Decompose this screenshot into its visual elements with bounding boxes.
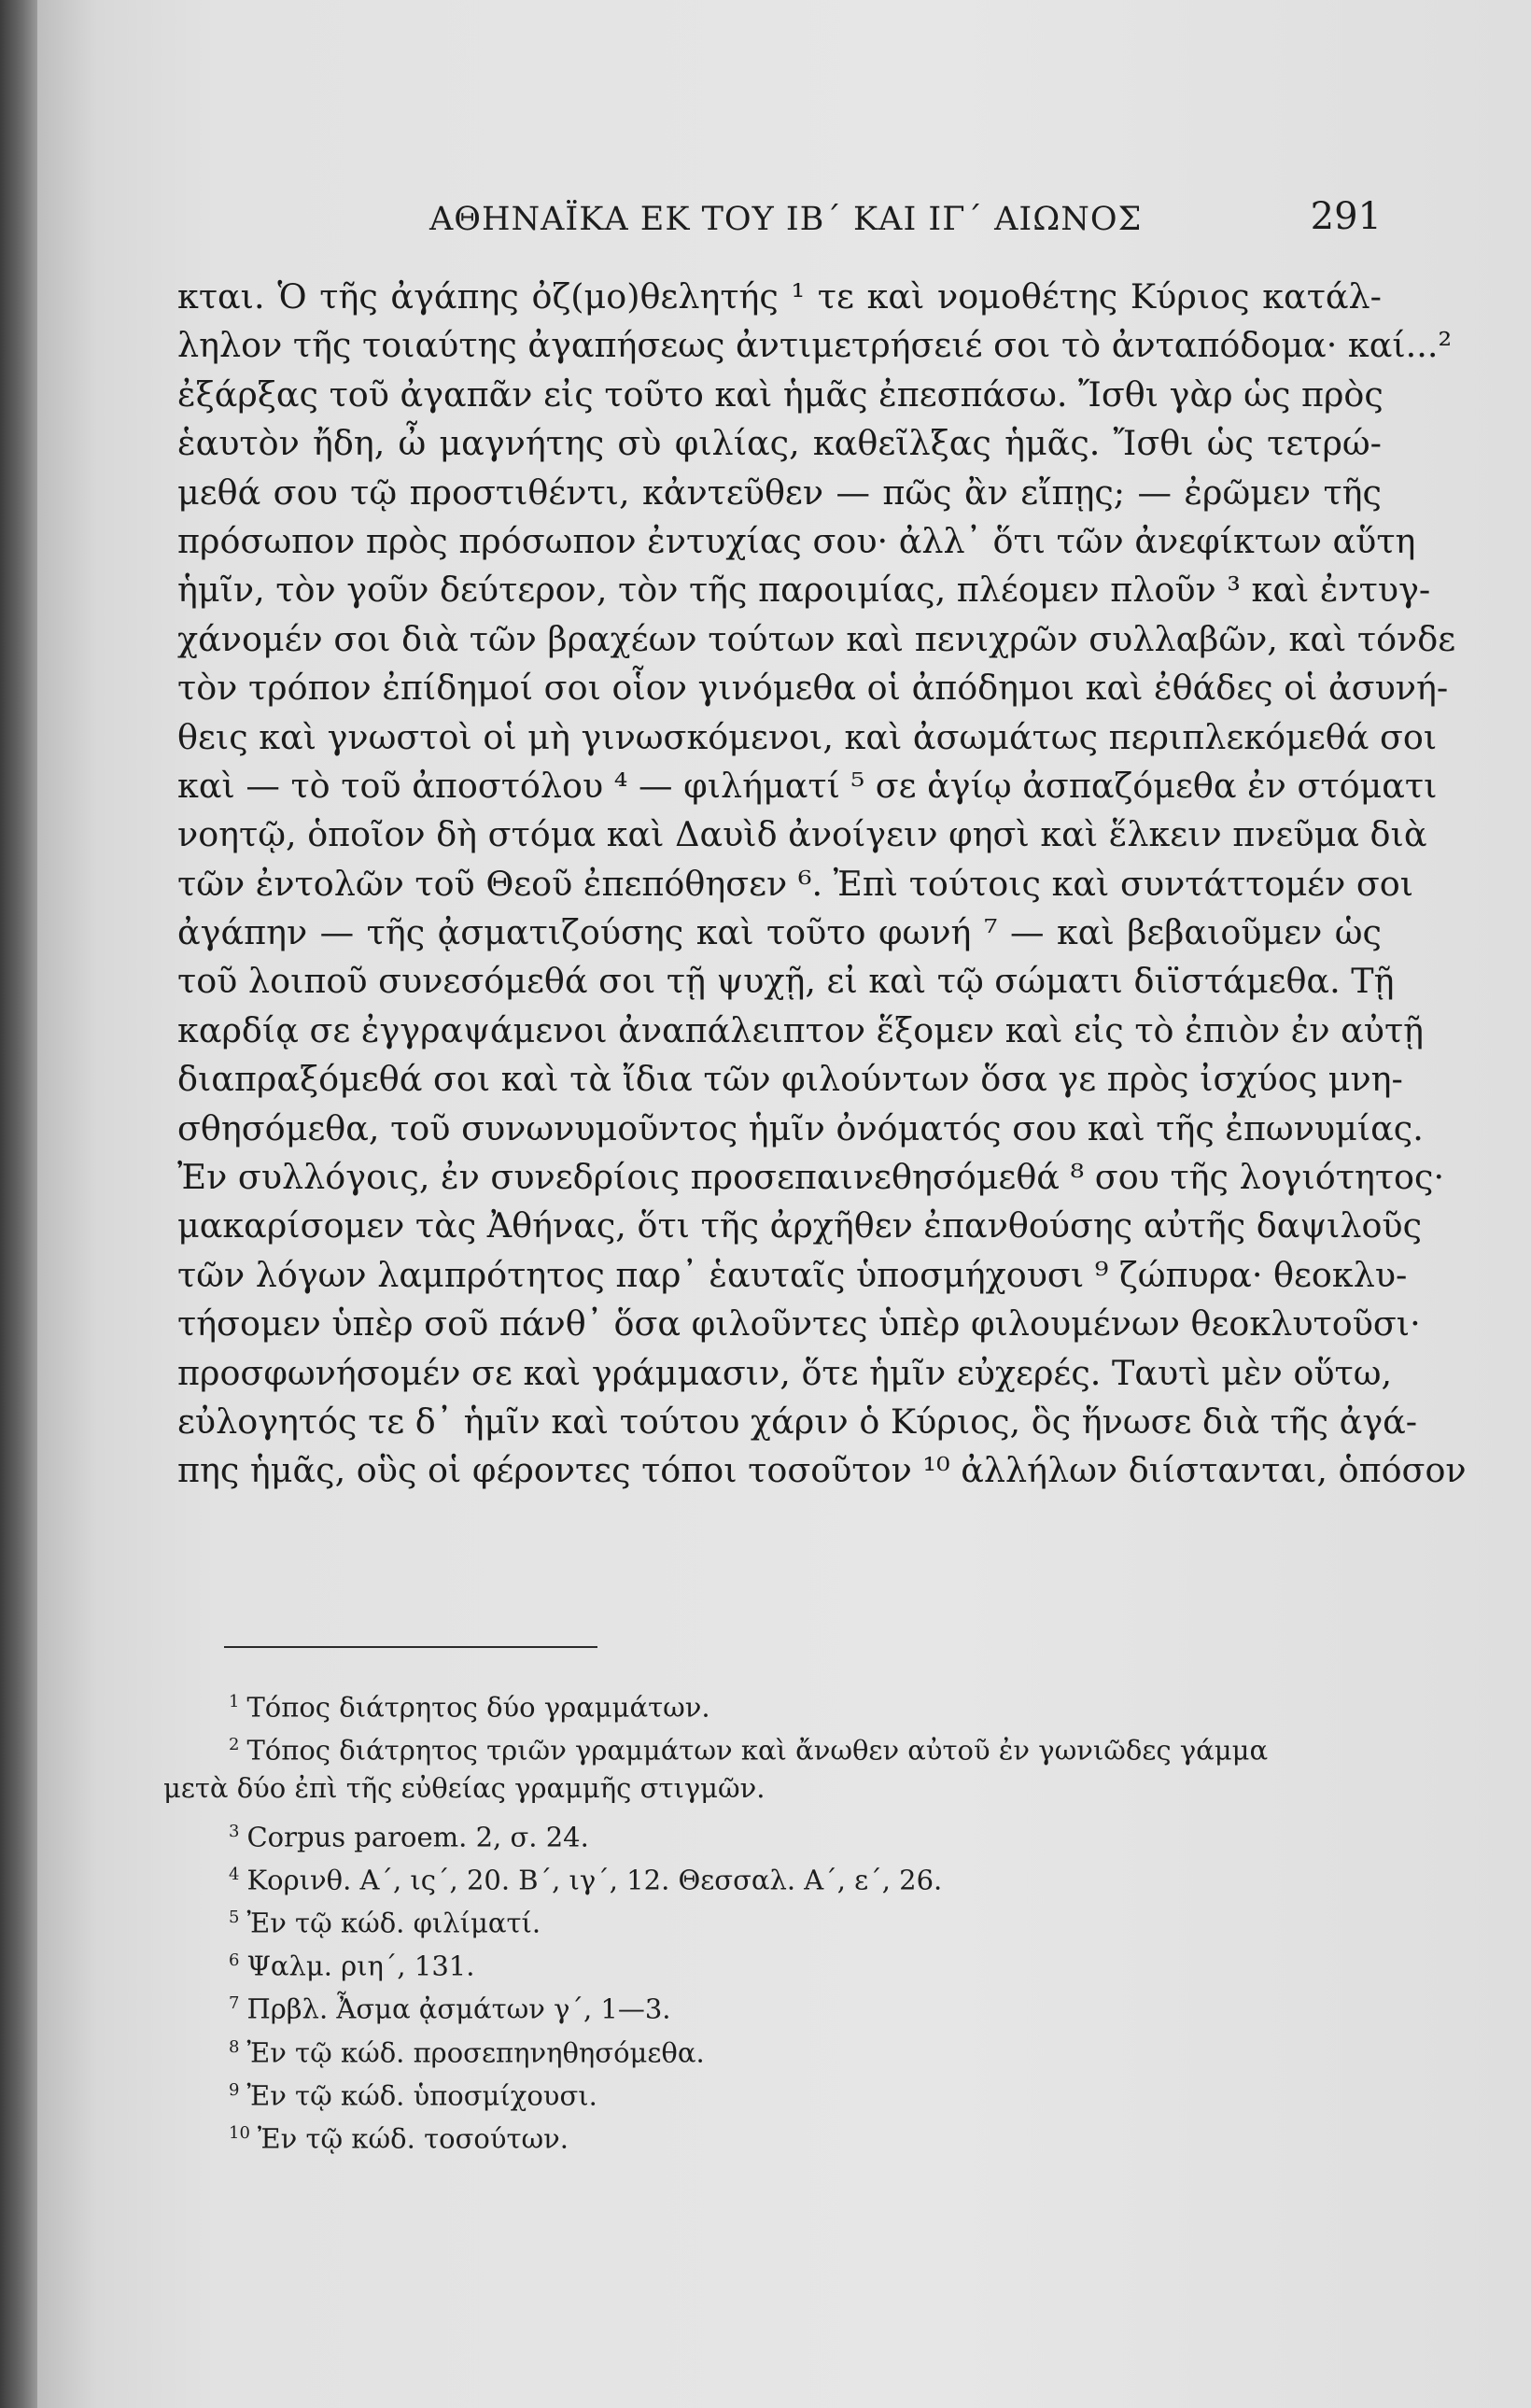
footnote-text: Ἐν τῷ κώδ. ὑποσμίχουσι. bbox=[246, 2079, 597, 2112]
body-line: προσφωνήσομέν σε καὶ γράμμασιν, ὅτε ἡμῖν εὐχερές. Ταυτὶ μὲν οὕτω, bbox=[177, 1352, 1393, 1393]
footnote-number: 8 bbox=[229, 2036, 240, 2057]
footnote bbox=[229, 1810, 1386, 1853]
footnote-number: 1 bbox=[229, 1692, 240, 1711]
footnote-text: Τόπος διάτρητος τριῶν γραμμάτων καὶ ἄνωθεν αὐτοῦ ἐν γωνιῶδες γάμμα bbox=[246, 1734, 1269, 1767]
body-line: τῶν ἐντολῶν τοῦ Θεοῦ ἐπεπόθησεν ⁶. Ἐπὶ τούτοις καὶ συντάττομέν σοι bbox=[177, 863, 1414, 904]
footnote bbox=[229, 1939, 1386, 1982]
body-line: μεθά σου τῷ προστιθέντι, κἀντεῦθεν — πῶς ἂν εἴπῃς; — ἐρῶμεν τῆς bbox=[177, 472, 1382, 513]
body-line: νοητῷ, ὁποῖον δὴ στόμα καὶ Δαυὶδ ἀνοίγειν φησὶ καὶ ἕλκειν πνεῦμα διὰ bbox=[177, 814, 1427, 855]
body-line: σθησόμεθα, τοῦ συνωνυμοῦντος ἡμῖν ὀνόματός σου καὶ τῆς ἐπωνυμίας. bbox=[177, 1107, 1424, 1148]
footnote-number: 2 bbox=[229, 1735, 240, 1755]
footnote-number: 4 bbox=[229, 1864, 240, 1884]
footnote bbox=[229, 1896, 1386, 1939]
body-line: τῶν λόγων λαμπρότητος παρ᾿ ἑαυταῖς ὑποσμήχουσι ⁹ ζώπυρα· θεοκλυ- bbox=[177, 1254, 1408, 1295]
body-line: τήσομεν ὑπὲρ σοῦ πάνθ᾿ ὅσα φιλοῦντες ὑπὲρ φιλουμένων θεοκλυτοῦσι· bbox=[177, 1303, 1421, 1345]
footnote bbox=[229, 1982, 1386, 2025]
footnote bbox=[229, 1681, 1386, 1724]
body-line: ἐξάρξας τοῦ ἀγαπᾶν εἰς τοῦτο καὶ ἡμᾶς ἐπεσπάσω. Ἴσθι γὰρ ὡς πρὸς bbox=[177, 373, 1384, 415]
page-number: 291 bbox=[1310, 195, 1382, 238]
body-line: πης ἡμᾶς, οὓς οἱ φέροντες τόποι τοσοῦτον ¹⁰ ἀλλήλων διίστανται, ὁπόσον bbox=[177, 1450, 1467, 1491]
footnote-text: Κορινθ. Α΄, ις΄, 20. Β΄, ιγ΄, 12. Θεσσαλ. Α΄, ε΄, 26. bbox=[246, 1864, 943, 1896]
footnote-number: 10 bbox=[229, 2122, 250, 2143]
body-line: ληλον τῆς τοιαύτης ἀγαπήσεως ἀντιμετρήσειέ σοι τὸ ἀνταπόδομα· καί...² bbox=[177, 325, 1453, 366]
body-line: εὐλογητός τε δ᾿ ἡμῖν καὶ τούτου χάριν ὁ Κύριος, ὃς ἥνωσε διὰ τῆς ἀγά- bbox=[177, 1401, 1418, 1442]
footnote-text: Τόπος διάτρητος δύο γραμμάτων. bbox=[246, 1691, 710, 1724]
footnote-text: Πρβλ. Ἆσμα ᾀσμάτων γ΄, 1—3. bbox=[246, 1993, 671, 2025]
footnote bbox=[163, 1767, 1386, 1810]
body-line: καρδίᾳ σε ἐγγραψάμενοι ἀναπάλειπτον ἕξομεν καὶ εἰς τὸ ἐπιὸν ἐν αὐτῇ bbox=[177, 1009, 1425, 1050]
body-line: ἑαυτὸν ἤδη, ὦ μαγνήτης σὺ φιλίας, καθεῖλξας ἡμᾶς. Ἴσθι ὡς τετρώ- bbox=[177, 423, 1382, 464]
body-line: διαπραξόμεθά σοι καὶ τὰ ἴδια τῶν φιλούντων ὅσα γε πρὸς ἰσχύος μνη- bbox=[177, 1059, 1403, 1100]
footnotes bbox=[163, 1681, 1386, 2155]
body-line: μακαρίσομεν τὰς Ἀθήνας, ὅτι τῆς ἀρχῆθεν ἐπανθούσης αὐτῆς δαψιλοῦς bbox=[177, 1205, 1423, 1246]
footnote-text: μετὰ δύο ἐπὶ τῆς εὐθείας γραμμῆς στιγμῶν. bbox=[163, 1772, 766, 1805]
footnote-text: Ἐν τῷ κώδ. τοσούτων. bbox=[257, 2122, 569, 2155]
body-line: θεις καὶ γνωστοὶ οἱ μὴ γινωσκόμενοι, καὶ ἀσωμάτως περιπλεκόμεθά σοι bbox=[177, 716, 1438, 757]
footnote-number: 7 bbox=[229, 1993, 240, 2014]
body-line: τὸν τρόπον ἐπίδημοί σοι οἷον γινόμεθα οἱ ἀπόδημοι καὶ ἐθάδες οἱ ἀσυνή- bbox=[177, 668, 1449, 709]
footnote-number: 6 bbox=[229, 1950, 240, 1971]
body-line: τοῦ λοιποῦ συνεσόμεθά σοι τῇ ψυχῇ, εἰ καὶ τῷ σώματι διϊστάμεθα. Τῇ bbox=[177, 961, 1395, 1002]
footnote-text: Ψαλμ. ριη΄, 131. bbox=[246, 1950, 475, 1982]
footnote bbox=[229, 2112, 1386, 2155]
body-line: χάνομέν σοι διὰ τῶν βραχέων τούτων καὶ πενιχρῶν συλλαβῶν, καὶ τόνδε bbox=[177, 618, 1456, 659]
footnote bbox=[229, 1853, 1386, 1896]
running-head bbox=[205, 195, 1382, 257]
footnote bbox=[229, 2026, 1386, 2069]
body-line: ἀγάπην — τῆς ᾀσματιζούσης καὶ τοῦτο φωνή ⁷ — καὶ βεβαιοῦμεν ὡς bbox=[177, 912, 1382, 953]
body-line: πρόσωπον πρὸς πρόσωπον ἐντυχίας σου· ἀλλ᾿ ὅτι τῶν ἀνεφίκτων αὕτη bbox=[177, 520, 1416, 561]
body-text bbox=[177, 273, 1467, 1496]
body-line: Ἐν συλλόγοις, ἐν συνεδρίοις προσεπαινεθησόμεθά ⁸ σου τῆς λογιότητος· bbox=[177, 1157, 1445, 1198]
book-page bbox=[37, 0, 1531, 2408]
footnote bbox=[229, 2069, 1386, 2112]
body-line: καὶ — τὸ τοῦ ἀποστόλου ⁴ — φιλήματί ⁵ σε ἁγίῳ ἀσπαζόμεθα ἐν στόματι bbox=[177, 765, 1438, 806]
footnote-text: Ἐν τῷ κώδ. προσεπηνηθησόμεθα. bbox=[246, 2036, 705, 2069]
footnote-number: 9 bbox=[229, 2079, 240, 2100]
page-edge-shadow bbox=[0, 0, 37, 2408]
footnote-text: Corpus paroem. 2, σ. 24. bbox=[246, 1821, 589, 1853]
running-title: ΑΘΗΝΑΪΚΑ ΕΚ ΤΟΥ ΙΒ΄ ΚΑΙ ΙΓ΄ ΑΙΩΝΟΣ bbox=[429, 201, 1143, 238]
body-line: κται. Ὁ τῆς ἀγάπης ὀζ(μο)θελητής ¹ τε καὶ νομοθέτης Κύριος κατάλ- bbox=[177, 276, 1382, 317]
body-line: ἡμῖν, τὸν γοῦν δεύτερον, τὸν τῆς παροιμίας, πλέομεν πλοῦν ³ καὶ ἐντυγ- bbox=[177, 570, 1431, 611]
footnote-number: 3 bbox=[229, 1821, 240, 1841]
footnote-text: Ἐν τῷ κώδ. φιλίματί. bbox=[246, 1907, 541, 1939]
footnote bbox=[229, 1724, 1386, 1767]
footnote-rule bbox=[224, 1646, 597, 1648]
footnote-number: 5 bbox=[229, 1907, 240, 1927]
